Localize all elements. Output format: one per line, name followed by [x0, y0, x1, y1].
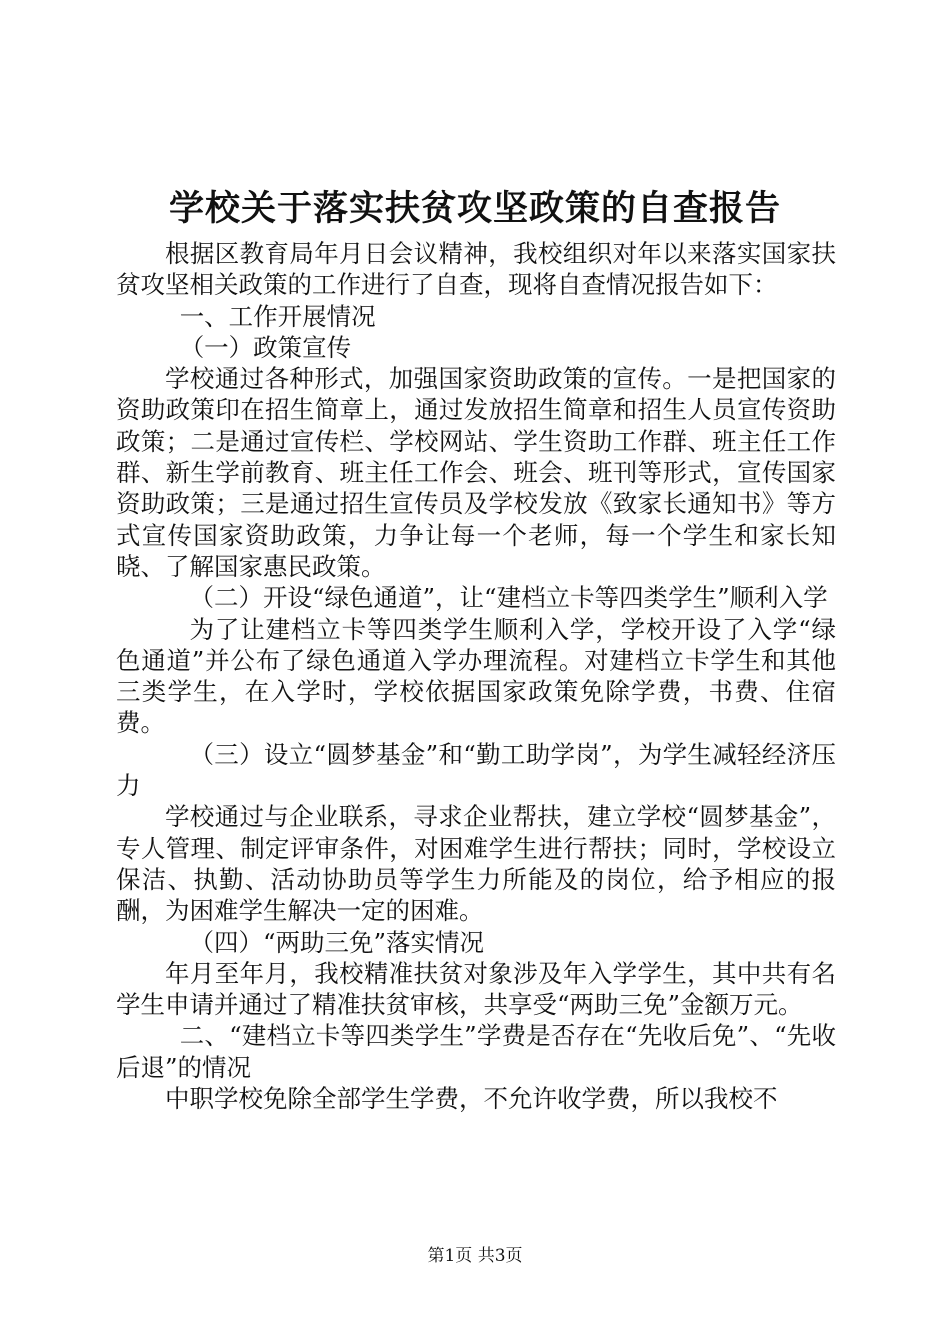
section-heading-1: 一、工作开展情况	[179, 301, 376, 331]
body-paragraph: 学校通过与企业联系，寻求企业帮扶，建立学校“圆梦基金”，专人管理、制定评审条件，对困难学生进行帮扶；同时，学校设立保洁、执勤、活动协助员等学生力所能及的岗位，给予相应的报酬，为困难学生解决一定的困难。	[116, 802, 836, 926]
body-paragraph: 学校通过各种形式，加强国家资助政策的宣传。一是把国家的资助政策印在招生简章上，通过发放招生简章和招生人员宣传资助政策；二是通过宣传栏、学校网站、学生资助工作群、班主任工作群、新生学前教育、班主任工作会、班会、班刊等形式，宣传国家资助政策；三是通过招生宣传员及学校发放《致家长通知书》等方式宣传国家资助政策，力争让每一个老师，每一个学生和家长知晓、了解国家惠民政策。	[116, 364, 836, 581]
subsection-heading-4: （四）“两助三免”落实情况	[189, 927, 485, 957]
intro-paragraph: 根据区教育局年月日会议精神，我校组织对年以来落实国家扶贫攻坚相关政策的工作进行了自查，现将自查情况报告如下：	[116, 239, 836, 300]
body-paragraph: 中职学校免除全部学生学费，不允许收学费，所以我校不	[165, 1084, 778, 1114]
body-paragraph: 年月至年月，我校精准扶贫对象涉及年入学学生，其中共有名学生申请并通过了精准扶贫审核，共享受“两助三免”金额万元。	[116, 958, 836, 1020]
page-indicator: 第1页 共3页	[427, 1246, 523, 1266]
subsection-heading-1: （一）政策宣传	[179, 332, 352, 362]
document-body	[116, 238, 836, 1114]
subsection-heading-2: （二）开设“绿色通道”，让“建档立卡等四类学生”顺利入学	[189, 583, 828, 613]
document-title: 学校关于落实扶贫攻坚政策的自查报告	[168, 188, 781, 229]
body-paragraph: 为了让建档立卡等四类学生顺利入学，学校开设了入学“绿色通道”并公布了绿色通道入学办理流程。对建档立卡学生和其他三类学生，在入学时，学校依据国家政策免除学费，书费、住宿费。	[116, 614, 836, 738]
subsection-heading-3: （三）设立“圆梦基金”和“勤工助学岗”，为学生减轻经济压力	[116, 739, 836, 801]
section-heading-2: 二、“建档立卡等四类学生”学费是否存在“先收后免”、“先收后退”的情况	[116, 1021, 836, 1082]
